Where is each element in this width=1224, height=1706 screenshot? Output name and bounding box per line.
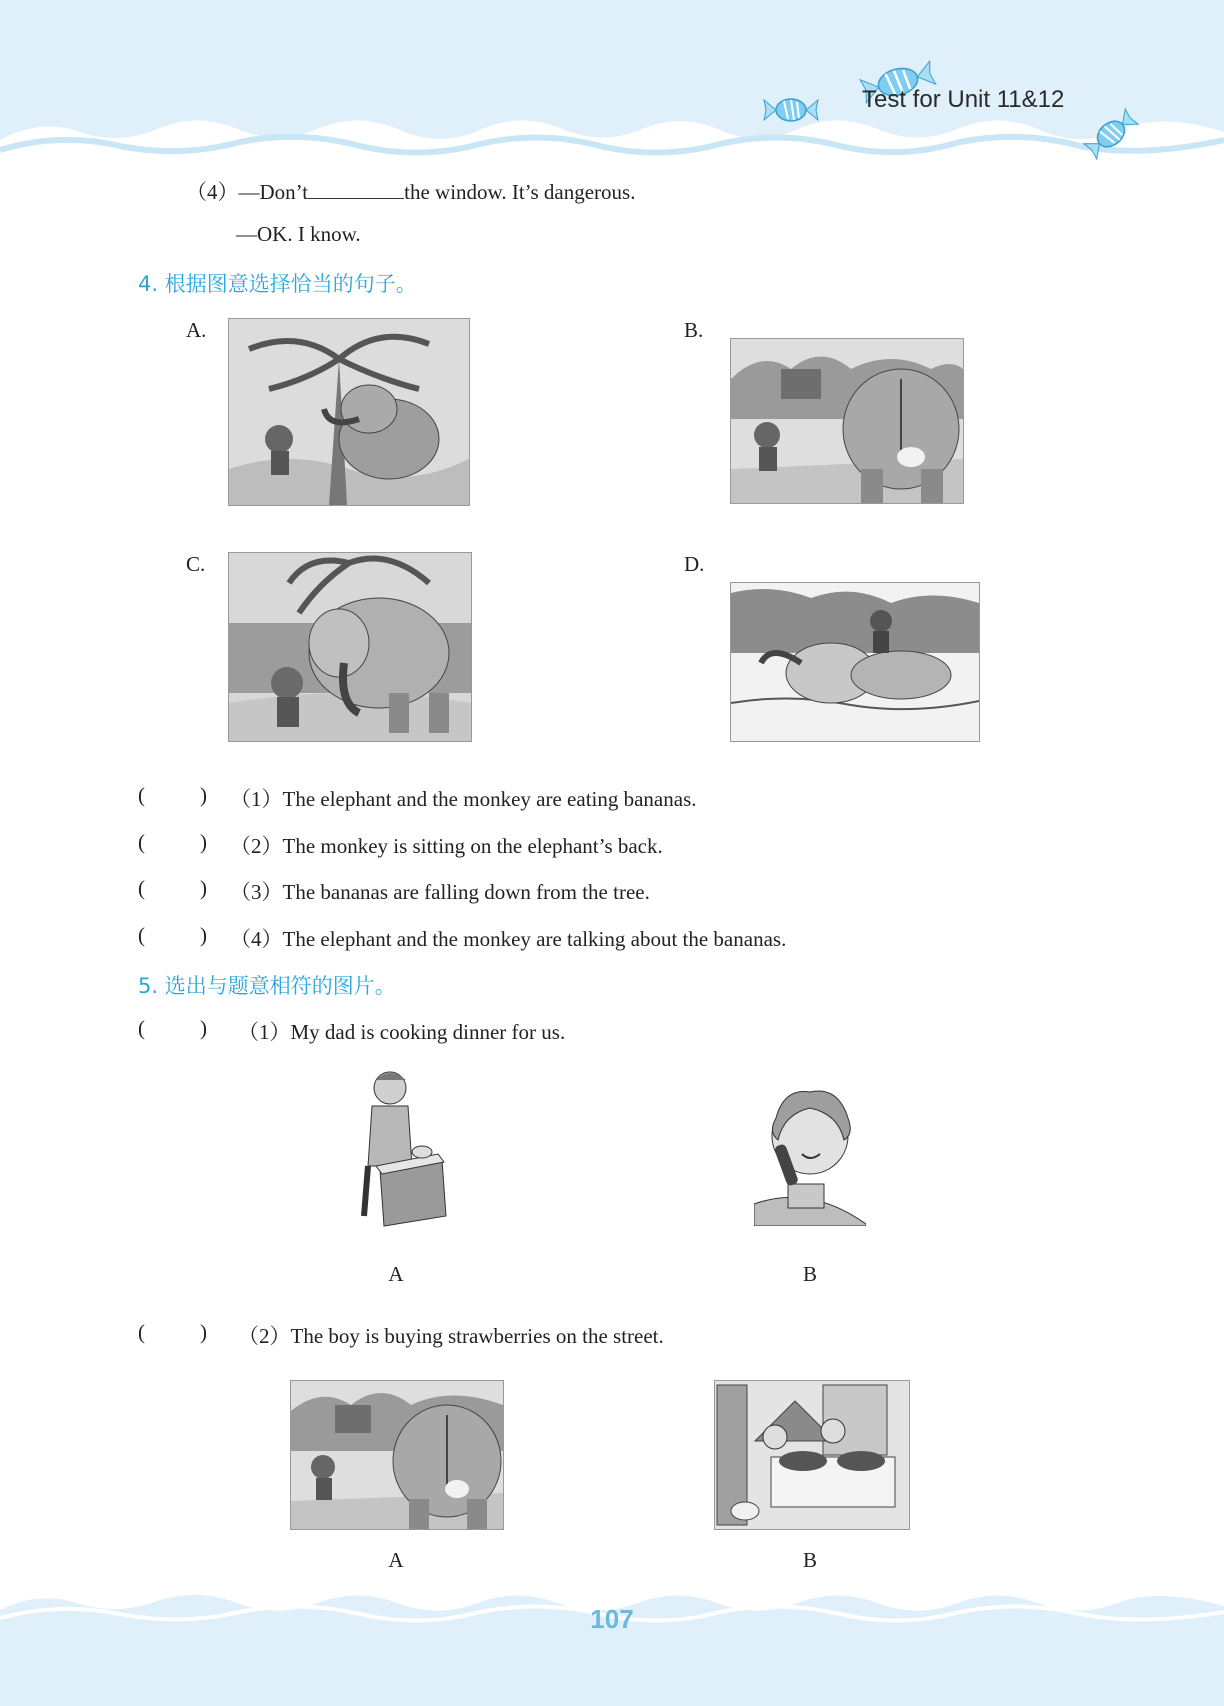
- candy-icon: [1082, 106, 1140, 162]
- item-text: The boy is buying strawberries on the street.: [290, 1324, 664, 1348]
- choice-label-b: B: [802, 1262, 817, 1286]
- item-text: The elephant and the monkey are talking about the bananas.: [282, 927, 787, 951]
- q5-item-2: [238, 1320, 664, 1350]
- candy-icon: [762, 92, 820, 128]
- item-number: （2）: [230, 834, 283, 858]
- q3-item4-line1: [186, 176, 635, 206]
- dialogue-text: —Don’t: [238, 180, 309, 204]
- item-text: The bananas are falling down from the tree.: [282, 880, 650, 904]
- option-label-c: C.: [186, 552, 206, 576]
- item-number: （3）: [230, 880, 283, 904]
- picture-option-b: [730, 338, 964, 504]
- picture-q5-2-a: [290, 1380, 504, 1530]
- answer-paren-right: ): [200, 830, 207, 854]
- option-label-a: A.: [186, 318, 207, 342]
- fill-in-blank[interactable]: [308, 182, 404, 199]
- section-heading-q4: 4. 根据图意选择恰当的句子。: [138, 272, 417, 296]
- q3-item4-line2: —OK. I know.: [236, 222, 361, 246]
- option-label-b: B.: [684, 318, 704, 342]
- dialogue-text: the window. It’s dangerous.: [404, 180, 636, 204]
- section-heading-q5: 5. 选出与题意相符的图片。: [138, 974, 396, 998]
- answer-paren-right: ): [200, 783, 207, 807]
- item-text: The elephant and the monkey are eating bananas.: [282, 787, 697, 811]
- q4-item-1: [230, 783, 697, 813]
- item-number: （4）: [186, 180, 239, 204]
- answer-paren-right: ): [200, 1320, 207, 1344]
- answer-paren-left: (: [138, 830, 145, 854]
- q5-item-1: [238, 1016, 565, 1046]
- page-header-title: Test for Unit 11&12: [862, 86, 1065, 113]
- answer-paren-right: ): [200, 923, 207, 947]
- picture-q5-2-b: [714, 1380, 910, 1530]
- item-text: My dad is cooking dinner for us.: [290, 1020, 566, 1044]
- answer-paren-left: (: [138, 783, 145, 807]
- picture-option-d: [730, 582, 980, 742]
- answer-paren-right: ): [200, 1016, 207, 1040]
- item-number: （1）: [238, 1020, 291, 1044]
- answer-paren-left: (: [138, 1320, 145, 1344]
- item-number: （4）: [230, 927, 283, 951]
- answer-paren-left: (: [138, 923, 145, 947]
- header-wave-band: [0, 0, 1224, 165]
- page-number: 107: [590, 1604, 634, 1634]
- answer-paren-left: (: [138, 876, 145, 900]
- picture-q5-1-b: [754, 1074, 866, 1226]
- choice-label-a: A: [388, 1262, 404, 1286]
- q4-item-2: [230, 830, 663, 860]
- picture-option-a: [228, 318, 470, 506]
- option-label-d: D.: [684, 552, 705, 576]
- item-number: （1）: [230, 787, 283, 811]
- picture-option-c: [228, 552, 472, 742]
- choice-label-b: B: [802, 1548, 817, 1572]
- choice-label-a: A: [388, 1548, 404, 1572]
- q4-item-3: [230, 876, 650, 906]
- answer-paren-left: (: [138, 1016, 145, 1040]
- answer-paren-right: ): [200, 876, 207, 900]
- picture-q5-1-a: [346, 1066, 452, 1236]
- q4-item-4: [230, 923, 786, 953]
- item-text: The monkey is sitting on the elephant’s back.: [282, 834, 663, 858]
- item-number: （2）: [238, 1324, 291, 1348]
